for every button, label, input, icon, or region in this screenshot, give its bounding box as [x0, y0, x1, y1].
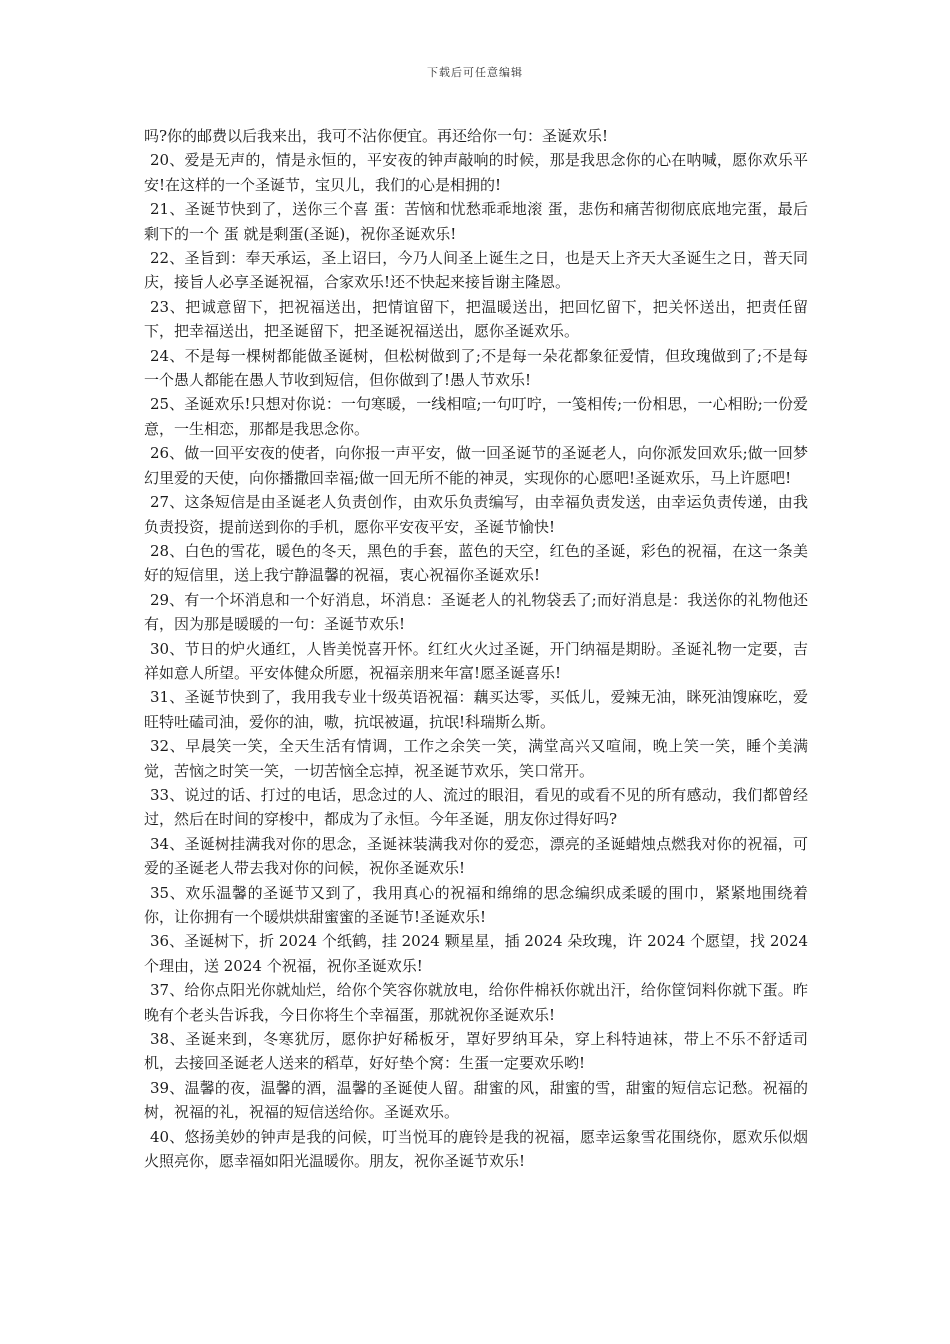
paragraph-38: 38、圣诞来到，冬寒犹厉，愿你护好稀板牙，罩好罗纳耳朵，穿上科特迪袜，带上不乐不舒适司机，去接回圣诞老人送来的稻草，好好垫个窝：生蛋一定要欢乐哟! — [144, 1030, 808, 1073]
paragraph-34: 34、圣诞树挂满我对你的思念，圣诞袜装满我对你的爱恋，漂亮的圣诞蜡烛点燃我对你的祝福，可爱的圣诞老人带去我对你的问候，祝你圣诞欢乐! — [144, 834, 808, 878]
paragraph-21: 21、圣诞节快到了，送你三个喜 蛋：苦恼和忧愁乖乖地滚 蛋，悲伤和痛苦彻彻底底地完蛋，最后剩下的一个 蛋 就是剩蛋(圣诞)，祝你圣诞欢乐! — [144, 200, 808, 243]
document-body — [144, 124, 808, 1173]
paragraph-continuation: 吗?你的邮费以后我来出，我可不沾你便宜。再还给你一句：圣诞欢乐! — [144, 127, 609, 145]
paragraph-28: 28、白色的雪花，暖色的冬天，黑色的手套，蓝色的天空，红色的圣诞，彩色的祝福，在这一条美好的短信里，送上我宁静温馨的祝福，衷心祝福你圣诞欢乐! — [144, 541, 808, 585]
paragraph-37: 37、给你点阳光你就灿烂，给你个笑容你就放电，给你件棉袄你就出汗，给你筐饲料你就下蛋。昨晚有个老头告诉我，今日你将生个幸福蛋，那就祝你圣诞欢乐! — [144, 981, 808, 1024]
page-header: 下载后可任意编辑 — [427, 66, 523, 79]
paragraph-29: 29、有一个坏消息和一个好消息，坏消息：圣诞老人的礼物袋丢了;而好消息是：我送你的礼物他还有，因为那是暖暖的一句：圣诞节欢乐! — [144, 590, 808, 634]
paragraph-32: 32、早晨笑一笑，全天生活有情调，工作之余笑一笑，满堂高兴又喧闹，晚上笑一笑，睡个美满觉，苦恼之时笑一笑，一切苦恼全忘掉，祝圣诞节欢乐，笑口常开。 — [144, 737, 808, 780]
paragraph-35: 35、欢乐温馨的圣诞节又到了，我用真心的祝福和绵绵的思念编织成柔暖的围巾，紧紧地围绕着你，让你拥有一个暖烘烘甜蜜蜜的圣诞节!圣诞欢乐! — [144, 883, 808, 926]
paragraph-40: 40、悠扬美妙的钟声是我的问候，叮当悦耳的鹿铃是我的祝福，愿幸运象雪花围绕你，愿欢乐似烟火照亮你，愿幸福如阳光温暖你。朋友，祝你圣诞节欢乐! — [144, 1127, 808, 1171]
paragraph-31: 31、圣诞节快到了，我用我专业十级英语祝福：藕买达零，买低儿，爱辣无油，眯死油馊麻吃，爱旺特吐磕司油，爱你的油，嗷，抗氓被逼，抗氓!科瑞斯么斯。 — [144, 688, 808, 731]
paragraph-36: 36、圣诞树下，折 2024 个纸鹤，挂 2024 颗星星，插 2024 朵玫瑰，许 2024 个愿望，找 2024 个理由，送 2024 个祝福，祝你圣诞欢乐! — [144, 932, 808, 975]
paragraph-25: 25、圣诞欢乐!只想对你说：一句寒暖，一线相喧;一句叮咛，一笺相传;一份相思，一心相盼;一份爱意，一生相恋，那都是我思念你。 — [144, 395, 808, 438]
paragraph-33: 33、说过的话、打过的电话，思念过的人、流过的眼泪，看见的或看不见的所有感动，我们都曾经过，然后在时间的穿梭中，都成为了永恒。今年圣诞，朋友你过得好吗? — [144, 785, 808, 829]
paragraph-24: 24、不是每一棵树都能做圣诞树，但松树做到了;不是每一朵花都象征爱情，但玫瑰做到了;不是每一个愚人都能在愚人节收到短信，但你做到了!愚人节欢乐! — [144, 346, 808, 390]
paragraph-30: 30、节日的炉火通红，人皆美悦喜开怀。红红火火过圣诞，开门纳福是期盼。圣诞礼物一定要，吉祥如意人所望。平安体健众所愿，祝福亲朋来年富!愿圣诞喜乐! — [144, 639, 808, 682]
paragraph-27: 27、这条短信是由圣诞老人负责创作，由欢乐负责编写，由幸福负责发送，由幸运负责传递，由我负责投资，提前送到你的手机，愿你平安夜平安，圣诞节愉快! — [144, 493, 808, 536]
paragraph-23: 23、把诚意留下，把祝福送出，把情谊留下，把温暖送出，把回忆留下，把关怀送出，把责任留下，把幸福送出，把圣诞留下，把圣诞祝福送出，愿你圣诞欢乐。 — [144, 297, 808, 341]
paragraph-22: 22、圣旨到：奉天承运，圣上诏曰，今乃人间圣上诞生之日，也是天上齐天大圣诞生之日，普天同庆，接旨人必享圣诞祝福，合家欢乐!还不快起来接旨谢主隆恩。 — [144, 249, 808, 292]
paragraph-26: 26、做一回平安夜的使者，向你报一声平安，做一回圣诞节的圣诞老人，向你派发回欢乐;做一回梦幻里爱的天使，向你播撒回幸福;做一回无所不能的神灵，实现你的心愿吧!圣诞欢乐，马上许愿吧! — [144, 444, 808, 487]
paragraph-20: 20、爱是无声的，情是永恒的，平安夜的钟声敲响的时候，那是我思念你的心在呐喊，愿你欢乐平安!在这样的一个圣诞节，宝贝儿，我们的心是相拥的! — [144, 151, 808, 194]
paragraph-39: 39、温馨的夜，温馨的酒，温馨的圣诞使人留。甜蜜的风，甜蜜的雪，甜蜜的短信忘记愁。祝福的树，祝福的礼，祝福的短信送给你。圣诞欢乐。 — [144, 1078, 808, 1122]
